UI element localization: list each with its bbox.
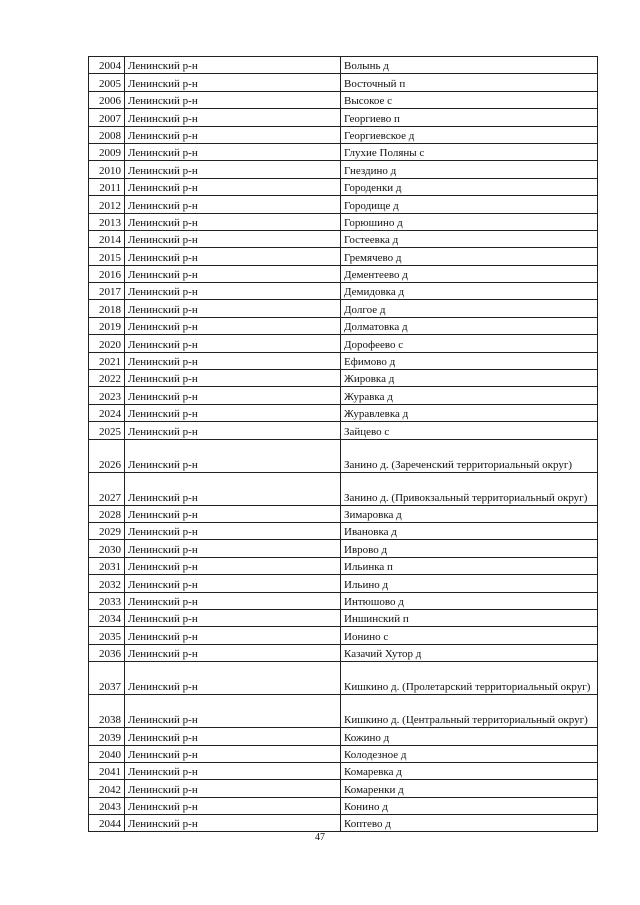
row-number-cell: 2020 [89,335,125,352]
row-number-cell: 2041 [89,762,125,779]
district-cell: Ленинский р-н [125,370,341,387]
district-cell: Ленинский р-н [125,609,341,626]
row-number-cell: 2040 [89,745,125,762]
district-cell: Ленинский р-н [125,300,341,317]
district-cell: Ленинский р-н [125,695,341,728]
row-number-cell: 2013 [89,213,125,230]
district-cell: Ленинский р-н [125,161,341,178]
district-cell: Ленинский р-н [125,230,341,247]
settlement-cell: Гнездино д [341,161,598,178]
table-row [89,91,598,108]
table-row [89,387,598,404]
settlement-cell: Комаревка д [341,762,598,779]
table-row [89,662,598,695]
settlement-cell: Гремячево д [341,248,598,265]
district-cell: Ленинский р-н [125,213,341,230]
district-cell: Ленинский р-н [125,662,341,695]
table-row [89,522,598,539]
district-cell: Ленинский р-н [125,265,341,282]
table-row [89,505,598,522]
row-number-cell: 2035 [89,627,125,644]
settlement-cell: Демидовка д [341,283,598,300]
row-number-cell: 2012 [89,196,125,213]
district-cell: Ленинский р-н [125,196,341,213]
settlement-cell: Кожино д [341,728,598,745]
settlement-cell: Коптево д [341,815,598,832]
row-number-cell: 2007 [89,109,125,126]
table-row [89,540,598,557]
row-number-cell: 2031 [89,557,125,574]
settlement-cell: Долматовка д [341,317,598,334]
district-cell: Ленинский р-н [125,728,341,745]
table-row [89,161,598,178]
settlement-cell: Конино д [341,797,598,814]
row-number-cell: 2032 [89,575,125,592]
district-cell: Ленинский р-н [125,575,341,592]
settlement-cell: Кишкино д. (Пролетарский территориальный округ) [341,662,598,695]
table-row [89,439,598,472]
row-number-cell: 2024 [89,404,125,421]
settlement-cell: Гостеевка д [341,230,598,247]
district-cell: Ленинский р-н [125,644,341,661]
settlement-cell: Интюшово д [341,592,598,609]
table-row [89,248,598,265]
settlement-cell: Ильино д [341,575,598,592]
table-row [89,178,598,195]
district-cell: Ленинский р-н [125,745,341,762]
row-number-cell: 2006 [89,91,125,108]
row-number-cell: 2019 [89,317,125,334]
row-number-cell: 2004 [89,57,125,74]
settlement-cell: Ефимово д [341,352,598,369]
district-cell: Ленинский р-н [125,109,341,126]
settlement-cell: Глухие Поляны с [341,143,598,160]
district-cell: Ленинский р-н [125,404,341,421]
table-row [89,762,598,779]
table-row [89,143,598,160]
settlement-cell: Кишкино д. (Центральный территориальный округ) [341,695,598,728]
table-row [89,609,598,626]
row-number-cell: 2042 [89,780,125,797]
row-number-cell: 2034 [89,609,125,626]
row-number-cell: 2017 [89,283,125,300]
table-row [89,745,598,762]
row-number-cell: 2025 [89,422,125,439]
row-number-cell: 2009 [89,143,125,160]
table-row [89,300,598,317]
row-number-cell: 2030 [89,540,125,557]
settlement-cell: Занино д. (Привокзальный территориальный округ) [341,472,598,505]
district-cell: Ленинский р-н [125,627,341,644]
settlement-cell: Иншинский п [341,609,598,626]
table-row [89,230,598,247]
table-row [89,815,598,832]
row-number-cell: 2043 [89,797,125,814]
table-row [89,57,598,74]
table-row [89,780,598,797]
page-number: 47 [315,832,325,843]
settlement-cell: Ивановка д [341,522,598,539]
district-cell: Ленинский р-н [125,505,341,522]
settlements-table [88,56,598,832]
settlement-cell: Георгиево п [341,109,598,126]
district-cell: Ленинский р-н [125,815,341,832]
settlement-cell: Высокое с [341,91,598,108]
district-cell: Ленинский р-н [125,317,341,334]
table-row [89,317,598,334]
row-number-cell: 2038 [89,695,125,728]
district-cell: Ленинский р-н [125,422,341,439]
settlement-cell: Восточный п [341,74,598,91]
table-row [89,627,598,644]
row-number-cell: 2027 [89,472,125,505]
district-cell: Ленинский р-н [125,557,341,574]
row-number-cell: 2010 [89,161,125,178]
table-row [89,74,598,91]
settlement-cell: Журавлевка д [341,404,598,421]
table-row [89,557,598,574]
district-cell: Ленинский р-н [125,352,341,369]
settlement-cell: Ионино с [341,627,598,644]
row-number-cell: 2037 [89,662,125,695]
table-row [89,592,598,609]
settlement-cell: Иврово д [341,540,598,557]
row-number-cell: 2022 [89,370,125,387]
settlement-cell: Жировка д [341,370,598,387]
district-cell: Ленинский р-н [125,592,341,609]
table-row [89,404,598,421]
district-cell: Ленинский р-н [125,472,341,505]
district-cell: Ленинский р-н [125,126,341,143]
settlement-cell: Комаренки д [341,780,598,797]
table-body [89,57,598,832]
row-number-cell: 2008 [89,126,125,143]
table-row [89,370,598,387]
table-row [89,797,598,814]
row-number-cell: 2026 [89,439,125,472]
table-row [89,422,598,439]
table-row [89,728,598,745]
row-number-cell: 2044 [89,815,125,832]
table-row [89,335,598,352]
row-number-cell: 2011 [89,178,125,195]
table-row [89,126,598,143]
settlement-cell: Казачий Хутор д [341,644,598,661]
row-number-cell: 2039 [89,728,125,745]
row-number-cell: 2005 [89,74,125,91]
row-number-cell: 2029 [89,522,125,539]
row-number-cell: 2021 [89,352,125,369]
settlement-cell: Дементеево д [341,265,598,282]
district-cell: Ленинский р-н [125,335,341,352]
district-cell: Ленинский р-н [125,540,341,557]
settlement-cell: Колодезное д [341,745,598,762]
settlement-cell: Ильинка п [341,557,598,574]
row-number-cell: 2028 [89,505,125,522]
settlement-cell: Журавка д [341,387,598,404]
district-cell: Ленинский р-н [125,178,341,195]
settlement-cell: Горюшино д [341,213,598,230]
district-cell: Ленинский р-н [125,283,341,300]
table-row [89,352,598,369]
table-row [89,644,598,661]
row-number-cell: 2016 [89,265,125,282]
district-cell: Ленинский р-н [125,797,341,814]
table-row [89,283,598,300]
district-cell: Ленинский р-н [125,780,341,797]
district-cell: Ленинский р-н [125,57,341,74]
district-cell: Ленинский р-н [125,248,341,265]
table-row [89,695,598,728]
table-row [89,472,598,505]
row-number-cell: 2018 [89,300,125,317]
district-cell: Ленинский р-н [125,91,341,108]
settlement-cell: Городище д [341,196,598,213]
row-number-cell: 2023 [89,387,125,404]
settlement-cell: Георгиевское д [341,126,598,143]
settlement-cell: Дорофеево с [341,335,598,352]
table-row [89,109,598,126]
settlement-cell: Долгое д [341,300,598,317]
row-number-cell: 2015 [89,248,125,265]
district-cell: Ленинский р-н [125,762,341,779]
settlement-cell: Городенки д [341,178,598,195]
table-row [89,196,598,213]
table-row [89,213,598,230]
table-row [89,265,598,282]
settlement-cell: Занино д. (Зареченский территориальный округ) [341,439,598,472]
settlement-cell: Волынь д [341,57,598,74]
row-number-cell: 2036 [89,644,125,661]
district-cell: Ленинский р-н [125,143,341,160]
district-cell: Ленинский р-н [125,439,341,472]
district-cell: Ленинский р-н [125,387,341,404]
district-cell: Ленинский р-н [125,74,341,91]
table-row [89,575,598,592]
row-number-cell: 2014 [89,230,125,247]
row-number-cell: 2033 [89,592,125,609]
district-cell: Ленинский р-н [125,522,341,539]
settlement-cell: Зимаровка д [341,505,598,522]
settlement-cell: Зайцево с [341,422,598,439]
